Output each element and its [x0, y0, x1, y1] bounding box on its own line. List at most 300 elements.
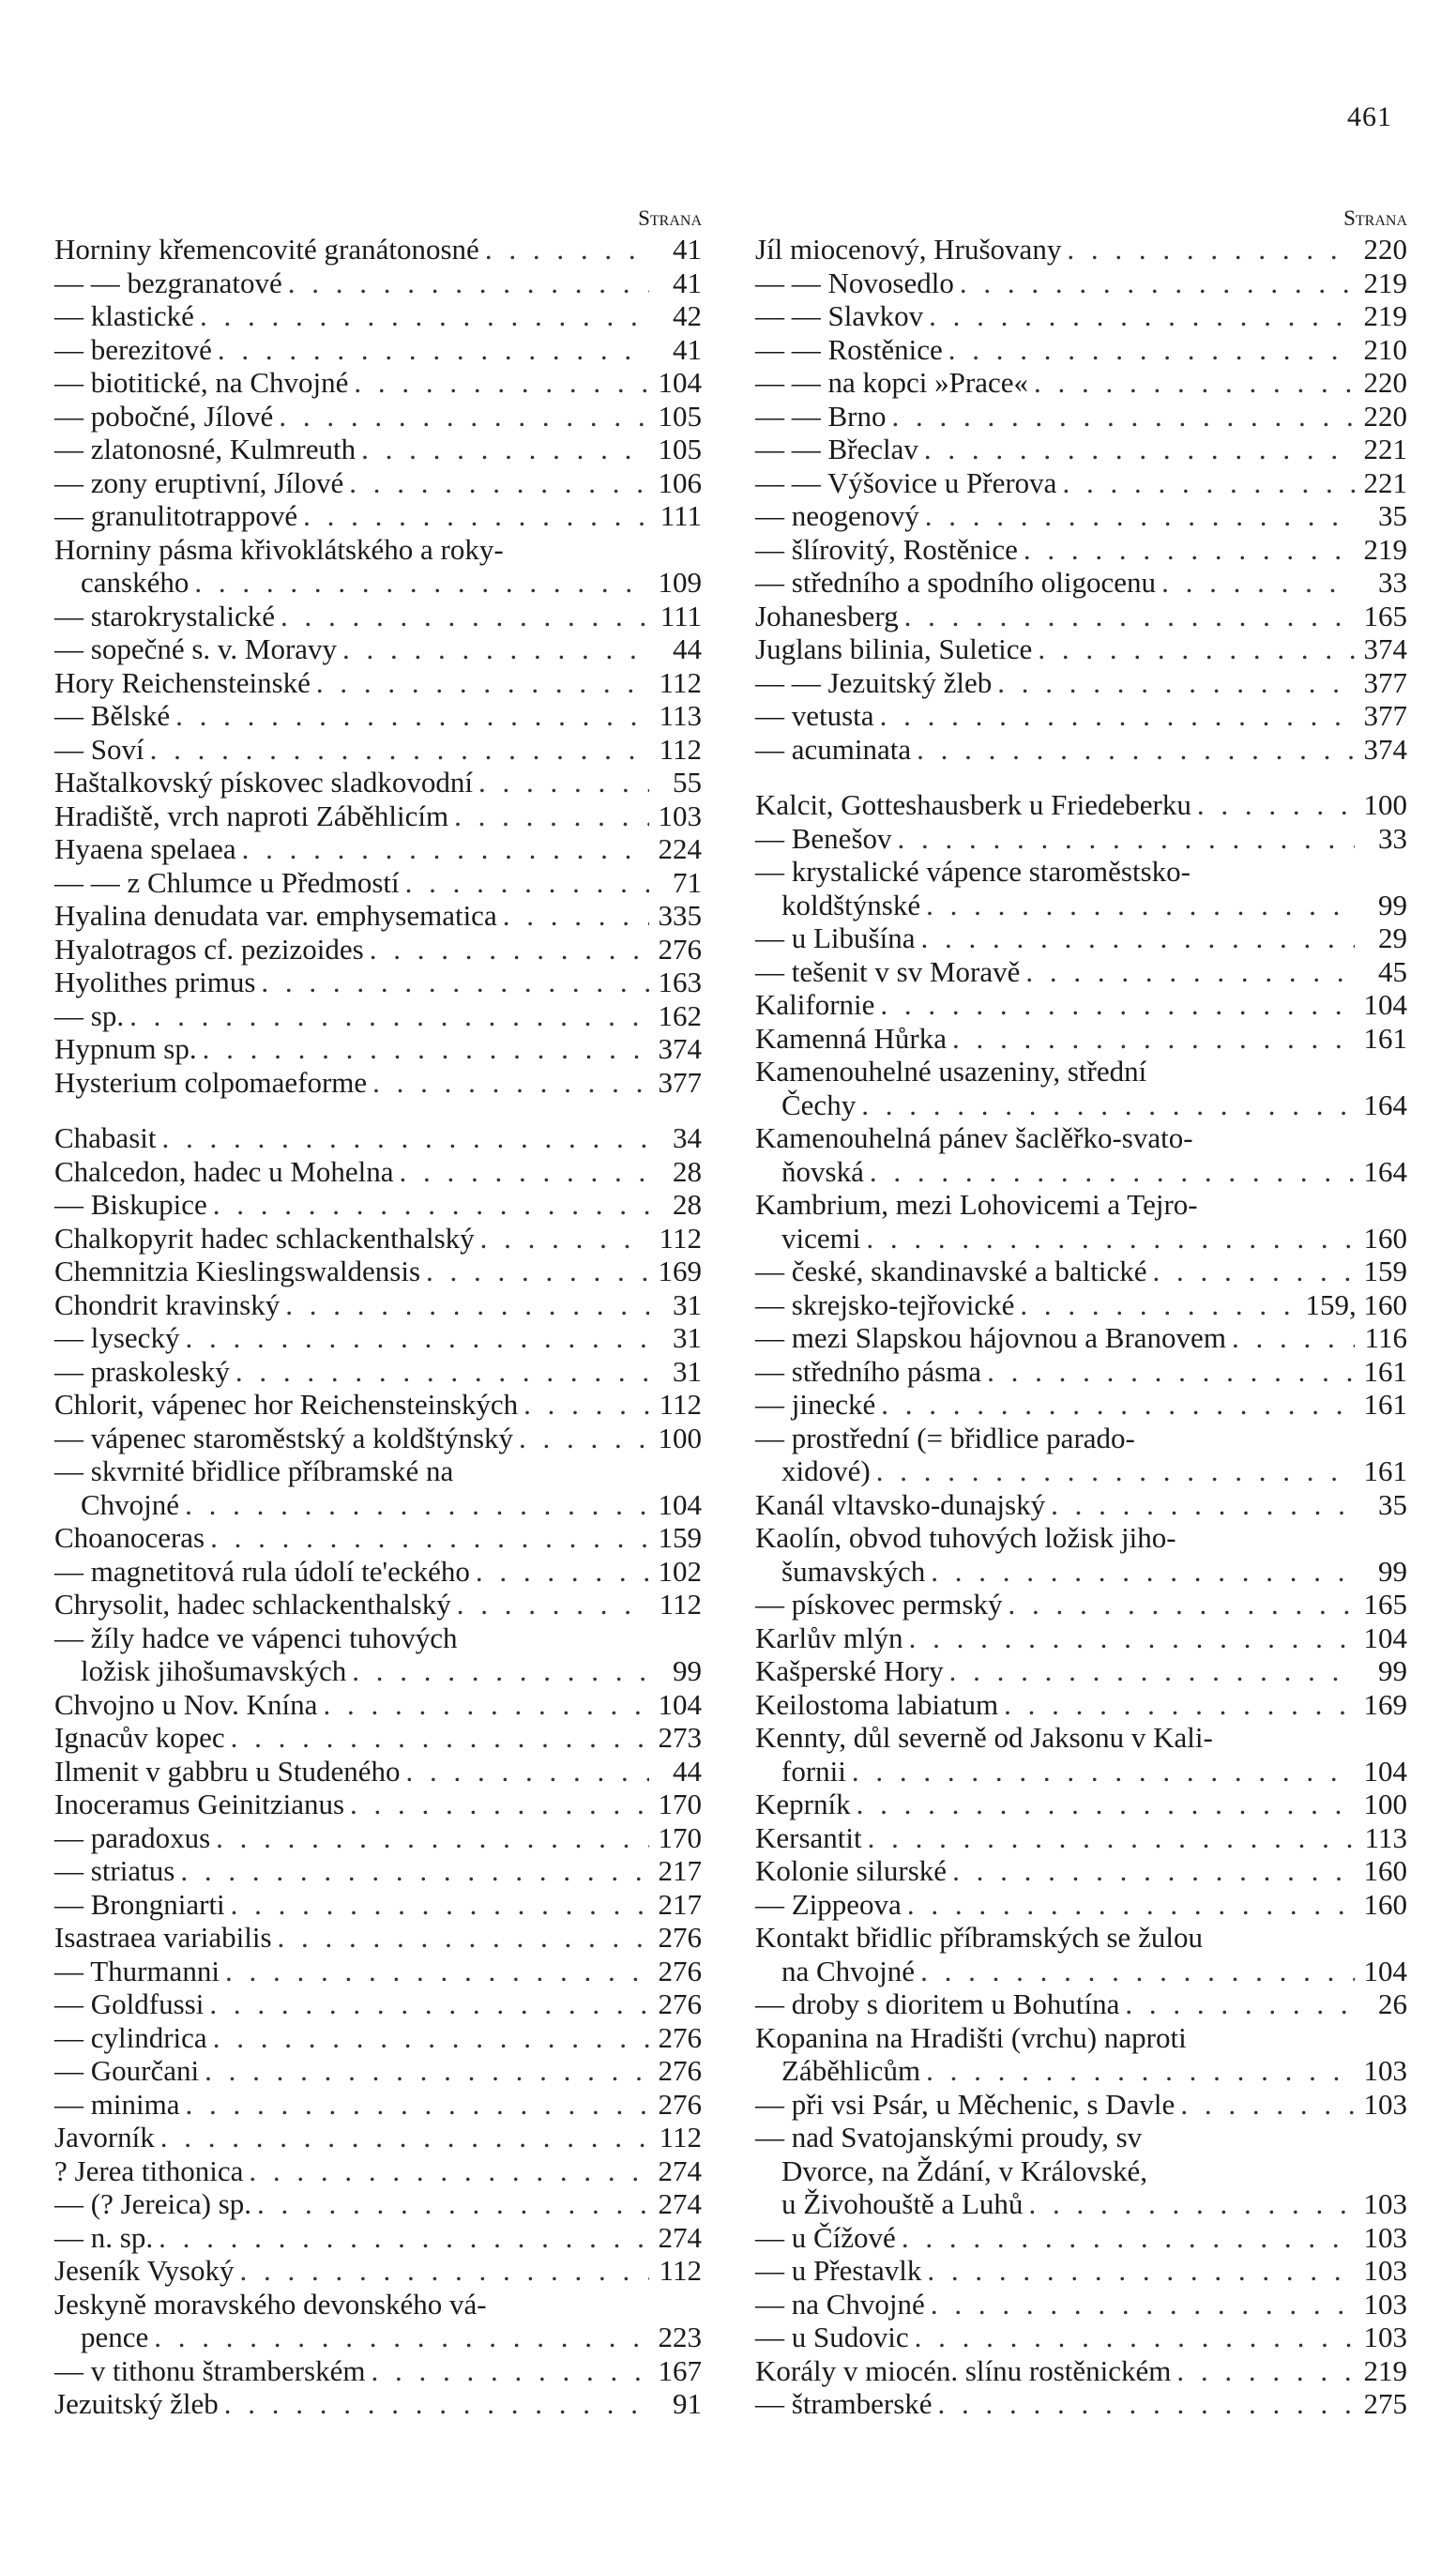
- entry-term: Jezuitský žleb: [54, 2387, 219, 2420]
- entry-term: — klastické: [54, 299, 194, 332]
- entry-page-number: 105: [658, 433, 702, 465]
- dot-leader: [218, 333, 649, 367]
- dot-leader: [231, 1721, 649, 1755]
- entry-term: — na Chvojné: [755, 2287, 925, 2321]
- entry-term: Chondrit kravinský: [54, 1287, 281, 1321]
- index-entry: [54, 899, 702, 933]
- index-entry: [755, 1621, 1407, 1655]
- entry-term: — pískovec permský: [755, 1588, 1003, 1621]
- index-entry: [54, 1555, 702, 1589]
- entry-page-number: 104: [1363, 1621, 1407, 1654]
- index-entry: [54, 433, 702, 466]
- entry-term: — jinecké: [755, 1388, 876, 1421]
- dot-leader: [180, 1854, 649, 1888]
- entry-term: Kambrium, mezi Lohovicemi a Tejro-: [755, 1188, 1198, 1221]
- entry-page-number: 161: [1363, 1388, 1407, 1421]
- index-entry: [54, 600, 702, 633]
- dot-leader: [868, 1821, 1355, 1855]
- index-entry: [54, 766, 702, 799]
- dot-leader: [927, 2254, 1355, 2288]
- index-column-left: [54, 205, 702, 2421]
- dot-leader: [503, 899, 649, 933]
- index-entry: [54, 1066, 702, 1100]
- entry-term: Korály v miocén. slínu rostěnickém: [755, 2353, 1172, 2387]
- dot-leader: [1067, 233, 1355, 266]
- index-entry: [54, 1188, 702, 1222]
- entry-page-number: 29: [1378, 921, 1407, 954]
- entry-term: ? Jerea tithonica: [54, 2154, 244, 2187]
- entry-term: Kamenná Hůrka: [755, 1021, 947, 1055]
- dot-leader: [216, 1821, 649, 1855]
- entry-page-number: 210: [1363, 332, 1407, 366]
- index-entry: [755, 699, 1407, 733]
- entry-term: Kopanina na Hradišti (vrchu) naproti: [755, 2020, 1187, 2054]
- entry-page-number: 275: [1363, 2387, 1407, 2420]
- dot-leader: [406, 1755, 650, 1788]
- entry-page-number: 374: [1363, 732, 1407, 766]
- entry-term: Hypnum sp.: [54, 1032, 197, 1065]
- entry-page-number: 274: [658, 2154, 702, 2187]
- entry-page-number: 28: [673, 1188, 702, 1221]
- dot-leader: [1180, 2088, 1355, 2122]
- index-entry: [755, 2288, 1407, 2321]
- entry-term: Javorník: [54, 2121, 155, 2154]
- entry-page-number: 26: [1378, 1987, 1407, 2020]
- index-entry: [755, 1388, 1407, 1422]
- entry-term: — (? Jereica) sp.: [54, 2187, 252, 2220]
- dot-leader: [350, 1788, 649, 1821]
- entry-term: Kersantit: [755, 1820, 862, 1854]
- dot-leader: [857, 1788, 1355, 1821]
- entry-term: Kašperské Hory: [755, 1654, 944, 1687]
- dot-leader: [129, 999, 649, 1033]
- index-entry: [54, 333, 702, 367]
- index-entry: [755, 1188, 1407, 1255]
- entry-term: — Thurmanni: [54, 1954, 220, 1987]
- dot-leader: [175, 699, 649, 733]
- entry-page-number: 170: [658, 1788, 702, 1820]
- entry-term: — — Jezuitský žleb: [755, 665, 993, 699]
- entry-page-number: 104: [658, 1487, 702, 1521]
- dot-leader: [1153, 1255, 1356, 1288]
- entry-term: Kaolín, obvod tuhových ložisk jiho-: [755, 1521, 1176, 1554]
- dot-leader: [342, 632, 649, 666]
- dot-leader: [880, 988, 1355, 1022]
- entry-page-number: 106: [658, 465, 702, 499]
- entry-term: — Soví: [54, 732, 144, 766]
- index-entry: [54, 2387, 702, 2421]
- entry-page-number: 34: [673, 1121, 702, 1154]
- index-entry: [755, 333, 1407, 367]
- index-entry: [54, 1121, 702, 1155]
- index-entry: [54, 2288, 702, 2354]
- index-entry: [54, 933, 702, 966]
- index-entry: [54, 233, 702, 266]
- dot-leader: [898, 822, 1355, 856]
- index-entry: [755, 1888, 1407, 1922]
- index-entry: [755, 2021, 1407, 2088]
- entry-term: — krystalické vápence staroměstsko-: [755, 855, 1191, 888]
- entry-term: Jeseník Vysoký: [54, 2254, 235, 2287]
- entry-page-number: 103: [1363, 2054, 1407, 2087]
- index-entry: [755, 1255, 1407, 1288]
- entry-page-number: 159, 160: [1305, 1287, 1407, 1321]
- entry-page-number: 104: [1363, 988, 1407, 1021]
- index-entry: [54, 2121, 702, 2154]
- entry-term: — acuminata: [755, 732, 912, 766]
- entry-page-number: 276: [658, 1921, 702, 1954]
- dot-leader: [931, 2288, 1355, 2321]
- index-entry: [54, 1155, 702, 1189]
- dot-leader: [949, 1654, 1355, 1688]
- entry-term: — — Břeclav: [755, 433, 918, 465]
- entry-term: Chemnitzia Kieslingswaldensis: [54, 1255, 421, 1287]
- dot-leader: [1038, 632, 1355, 666]
- entry-page-number: 170: [658, 1820, 702, 1854]
- entry-term: — Gourčani: [54, 2054, 200, 2087]
- index-entry: [54, 1321, 702, 1355]
- dot-leader: [285, 1288, 649, 1322]
- index-entry: [755, 822, 1407, 856]
- entry-page-number: 105: [658, 399, 702, 433]
- entry-page-number: 160: [1363, 1887, 1407, 1921]
- entry-page-number: 103: [1363, 2254, 1407, 2287]
- index-entry: [54, 1355, 702, 1389]
- entry-term: Hradiště, vrch naproti Záběhlicím: [54, 799, 449, 832]
- entry-page-number: 41: [673, 332, 702, 366]
- entry-term: Čechy: [781, 1088, 857, 1121]
- entry-page-number: 112: [659, 665, 702, 699]
- entry-page-number: 165: [1363, 1588, 1407, 1621]
- entry-term: Hyalotragos cf. pezizoides: [54, 932, 364, 966]
- entry-term: — sp.: [54, 998, 125, 1032]
- index-entry: [54, 1955, 702, 1988]
- dot-leader: [1020, 1288, 1299, 1322]
- entry-term: — štramberské: [755, 2387, 933, 2420]
- entry-page-number: 103: [1363, 2187, 1407, 2220]
- dot-leader: [200, 299, 649, 333]
- index-entry: [54, 2021, 702, 2055]
- index-entry: [54, 1688, 702, 1722]
- index-entry: [54, 1854, 702, 1888]
- dot-leader: [1232, 1321, 1355, 1355]
- index-entry: [54, 499, 702, 533]
- entry-page-number: 35: [1378, 1487, 1407, 1521]
- dot-leader: [303, 499, 649, 533]
- dot-leader: [1161, 566, 1355, 600]
- dot-leader: [938, 2387, 1355, 2421]
- index-entry: [54, 1422, 702, 1455]
- dot-leader: [925, 499, 1355, 533]
- entry-term: Jíl miocenový, Hrušovany: [755, 233, 1062, 266]
- index-entry: [755, 1654, 1407, 1688]
- entry-term: — — Slavkov: [755, 299, 924, 332]
- entry-page-number: 103: [658, 799, 702, 832]
- dot-leader: [1024, 533, 1355, 567]
- index-entry: [54, 966, 702, 999]
- entry-term: ňovská: [781, 1154, 864, 1188]
- entry-term: Keilostoma labiatum: [755, 1687, 999, 1721]
- index-entry: [755, 921, 1407, 955]
- dot-leader: [480, 1222, 649, 1256]
- entry-page-number: 112: [659, 1221, 702, 1255]
- dot-leader: [917, 733, 1355, 767]
- index-entry: [54, 832, 702, 866]
- index-entry: [755, 666, 1407, 700]
- dot-leader: [154, 2321, 649, 2354]
- dot-leader: [185, 1488, 649, 1522]
- index-entry: [755, 1288, 1407, 1322]
- dot-leader: [261, 966, 649, 999]
- entry-page-number: 104: [1363, 1954, 1407, 1987]
- index-entry: [755, 855, 1407, 921]
- entry-page-number: 219: [1363, 266, 1407, 299]
- entry-page-number: 220: [1363, 399, 1407, 433]
- entry-term: koldštýnské: [781, 888, 921, 921]
- index-entries: [755, 233, 1407, 2421]
- entry-page-number: 28: [673, 1154, 702, 1188]
- index-entry: [755, 2221, 1407, 2255]
- index-entries: [54, 233, 702, 2421]
- entry-page-number: 103: [1363, 2220, 1407, 2254]
- dot-leader: [881, 1388, 1355, 1422]
- index-entry: [54, 2054, 702, 2088]
- index-entry: [755, 1788, 1407, 1821]
- entry-page-number: 111: [660, 599, 702, 632]
- dot-leader: [370, 933, 649, 966]
- dot-leader: [1125, 1987, 1355, 2021]
- entry-page-number: 33: [1378, 821, 1407, 855]
- index-column-right: [755, 205, 1407, 2421]
- entry-term: — šlírovitý, Rostěnice: [755, 532, 1018, 566]
- entry-term: — droby s dioritem u Bohutína: [755, 1987, 1120, 2020]
- entry-term: Johanesberg: [755, 599, 899, 632]
- dot-leader: [519, 1422, 649, 1455]
- dot-leader: [323, 1688, 649, 1722]
- entry-page-number: 164: [1363, 1088, 1407, 1121]
- entry-page-number: 219: [1363, 299, 1407, 332]
- index-entry: [755, 2354, 1407, 2388]
- index-entry: [755, 1987, 1407, 2021]
- index-entry: [54, 2187, 702, 2221]
- entry-page-number: 276: [658, 2087, 702, 2121]
- dot-leader: [866, 1222, 1355, 1256]
- index-entry: [54, 400, 702, 434]
- dot-leader: [478, 766, 649, 799]
- dot-leader: [892, 400, 1356, 434]
- entry-page-number: 276: [658, 1987, 702, 2020]
- entry-term: — biotitické, na Chvojné: [54, 366, 349, 399]
- entry-page-number: 33: [1378, 566, 1407, 599]
- entry-page-number: 104: [658, 1687, 702, 1721]
- entry-term: — starokrystalické: [54, 599, 276, 632]
- entry-page-number: 220: [1363, 233, 1407, 266]
- dot-leader: [194, 566, 649, 600]
- dot-leader: [1004, 1688, 1355, 1722]
- dot-leader: [997, 666, 1355, 700]
- dot-leader: [354, 366, 649, 400]
- entry-term: Chalcedon, hadec u Mohelna: [54, 1154, 394, 1188]
- dot-leader: [185, 1321, 649, 1355]
- entry-page-number: 335: [658, 899, 702, 932]
- entry-term: — Benešov: [755, 821, 892, 855]
- entry-term: Hory Reichensteinské: [54, 665, 311, 699]
- dot-leader: [205, 2054, 649, 2088]
- entry-page-number: 276: [658, 932, 702, 966]
- dot-leader: [1028, 2187, 1355, 2221]
- index-entry: [54, 2254, 702, 2288]
- entry-page-number: 377: [658, 1065, 702, 1099]
- entry-term: Hyalina denudata var. emphysematica: [54, 899, 497, 932]
- entry-term: Horniny křemencovité granátonosné: [54, 233, 479, 266]
- entry-term: Kalifornie: [755, 988, 875, 1021]
- entry-term: Haštalkovský pískovec sladkovodní: [54, 766, 474, 799]
- entry-term: — vápenec staroměstský a koldštýnský: [54, 1421, 514, 1454]
- entry-page-number: 71: [673, 865, 702, 899]
- dot-leader: [523, 1388, 649, 1422]
- index-entry: [54, 1821, 702, 1855]
- entry-page-number: 159: [658, 1521, 702, 1554]
- dot-leader: [931, 1555, 1355, 1589]
- entry-page-number: 220: [1363, 366, 1407, 399]
- index-entry: [54, 799, 702, 833]
- entry-term: Ignacův kopec: [54, 1721, 225, 1754]
- entry-page-number: 91: [673, 2387, 702, 2420]
- entry-page-number: 276: [658, 1954, 702, 1987]
- index-entry: [755, 1721, 1407, 1788]
- dot-leader: [281, 600, 649, 633]
- entry-page-number: 100: [1363, 788, 1407, 821]
- entry-term: — Brongniarti: [54, 1887, 225, 1921]
- entry-term: xidové): [781, 1454, 871, 1487]
- dot-leader: [210, 1521, 649, 1555]
- entry-term: — granulitotrappové: [54, 499, 298, 532]
- index-entry: [54, 2154, 702, 2188]
- entry-term: fornii: [781, 1754, 846, 1788]
- dot-leader: [921, 921, 1356, 955]
- dot-leader: [485, 233, 649, 266]
- entry-page-number: 45: [1378, 954, 1407, 988]
- dot-leader: [400, 1155, 649, 1189]
- entry-page-number: 112: [659, 732, 702, 766]
- entry-page-number: 41: [673, 233, 702, 266]
- index-entry: [755, 499, 1407, 533]
- dot-leader: [1197, 788, 1355, 822]
- entry-term: Dvorce, na Ždání, v Královské,: [781, 2154, 1147, 2187]
- entry-term: pence: [81, 2321, 149, 2353]
- dot-leader: [279, 400, 649, 434]
- dot-leader: [902, 2221, 1355, 2255]
- entry-term: — Zippeova: [755, 1887, 902, 1921]
- dot-leader: [1008, 1588, 1355, 1621]
- entry-term: — neogenový: [755, 499, 919, 532]
- entry-term: Isastraea variabilis: [54, 1921, 272, 1954]
- dot-leader: [159, 2221, 649, 2255]
- dot-leader: [352, 1654, 649, 1688]
- entry-term: Kontakt břidlic příbramských se žulou: [755, 1921, 1203, 1954]
- dot-leader: [929, 299, 1355, 333]
- entry-term: — praskoleský: [54, 1354, 230, 1388]
- entry-page-number: 109: [658, 566, 702, 599]
- dot-leader: [361, 433, 649, 466]
- index-entry: [54, 266, 702, 300]
- dot-leader: [239, 2254, 649, 2288]
- entry-page-number: 35: [1378, 499, 1407, 532]
- dot-leader: [907, 1888, 1355, 1922]
- entry-term: — při vsi Psár, u Měchenic, s Davle: [755, 2087, 1175, 2121]
- entry-term: — — Výšovice u Přerova: [755, 465, 1057, 499]
- entry-page-number: 44: [673, 632, 702, 665]
- entry-page-number: 165: [1363, 599, 1407, 632]
- index-entry: [755, 533, 1407, 567]
- entry-term: — zlatonosné, Kulmreuth: [54, 433, 356, 465]
- index-entry: [54, 299, 702, 333]
- entry-page-number: 99: [1378, 888, 1407, 921]
- index-entry: [54, 1987, 702, 2021]
- dot-leader: [185, 2088, 649, 2122]
- index-entry: [755, 2088, 1407, 2122]
- index-entry: [54, 533, 702, 600]
- entry-page-number: 217: [658, 1887, 702, 1921]
- index-entry: [755, 2121, 1407, 2221]
- index-entry: [755, 632, 1407, 666]
- dot-leader: [1025, 955, 1355, 989]
- index-entry: [54, 1454, 702, 1521]
- entry-term: canského: [81, 566, 190, 599]
- entry-term: — u Libušína: [755, 921, 916, 954]
- entry-page-number: 169: [1363, 1687, 1407, 1721]
- index-entry: [54, 666, 702, 700]
- dot-leader: [454, 799, 649, 833]
- entry-page-number: 223: [658, 2321, 702, 2353]
- entry-term: — paradoxus: [54, 1820, 211, 1854]
- entry-page-number: 104: [1363, 1754, 1407, 1788]
- dot-leader: [904, 600, 1355, 633]
- dot-leader: [278, 1921, 649, 1955]
- dot-leader: [405, 866, 649, 900]
- index-entry: [54, 1788, 702, 1821]
- column-header-strana: Strana: [638, 206, 702, 230]
- entry-term: — zony eruptivní, Jílové: [54, 465, 344, 499]
- index-entry: [755, 1488, 1407, 1522]
- entry-page-number: 102: [658, 1554, 702, 1588]
- entry-term: Jeskyně moravského devonského vá-: [54, 2287, 487, 2321]
- dot-leader: [476, 1555, 649, 1589]
- entry-term: Chalkopyrit hadec schlackenthalský: [54, 1221, 475, 1255]
- dot-leader: [870, 1155, 1355, 1189]
- entry-term: šumavských: [781, 1554, 926, 1588]
- index-entry: [54, 1888, 702, 1922]
- dot-leader: [257, 2187, 649, 2221]
- dot-leader: [231, 1888, 649, 1922]
- entry-term: — magnetitová rula údolí te'eckého: [54, 1554, 470, 1588]
- section-gap: [54, 1099, 702, 1121]
- dot-leader: [372, 1066, 649, 1100]
- section-gap: [755, 766, 1407, 788]
- entry-page-number: 99: [1378, 1554, 1407, 1588]
- entry-term: — nad Svatojanskými proudy, sv: [755, 2121, 1143, 2154]
- entry-term: — Biskupice: [54, 1188, 207, 1221]
- dot-leader: [371, 2354, 649, 2388]
- entry-page-number: 111: [660, 499, 702, 532]
- entry-page-number: 219: [1363, 2353, 1407, 2387]
- index-entry: [755, 1022, 1407, 1056]
- entry-term: Hyolithes primus: [54, 966, 256, 998]
- entry-page-number: 161: [1363, 1354, 1407, 1388]
- entry-page-number: 276: [658, 2020, 702, 2054]
- dot-leader: [316, 666, 649, 700]
- index-entry: [755, 600, 1407, 633]
